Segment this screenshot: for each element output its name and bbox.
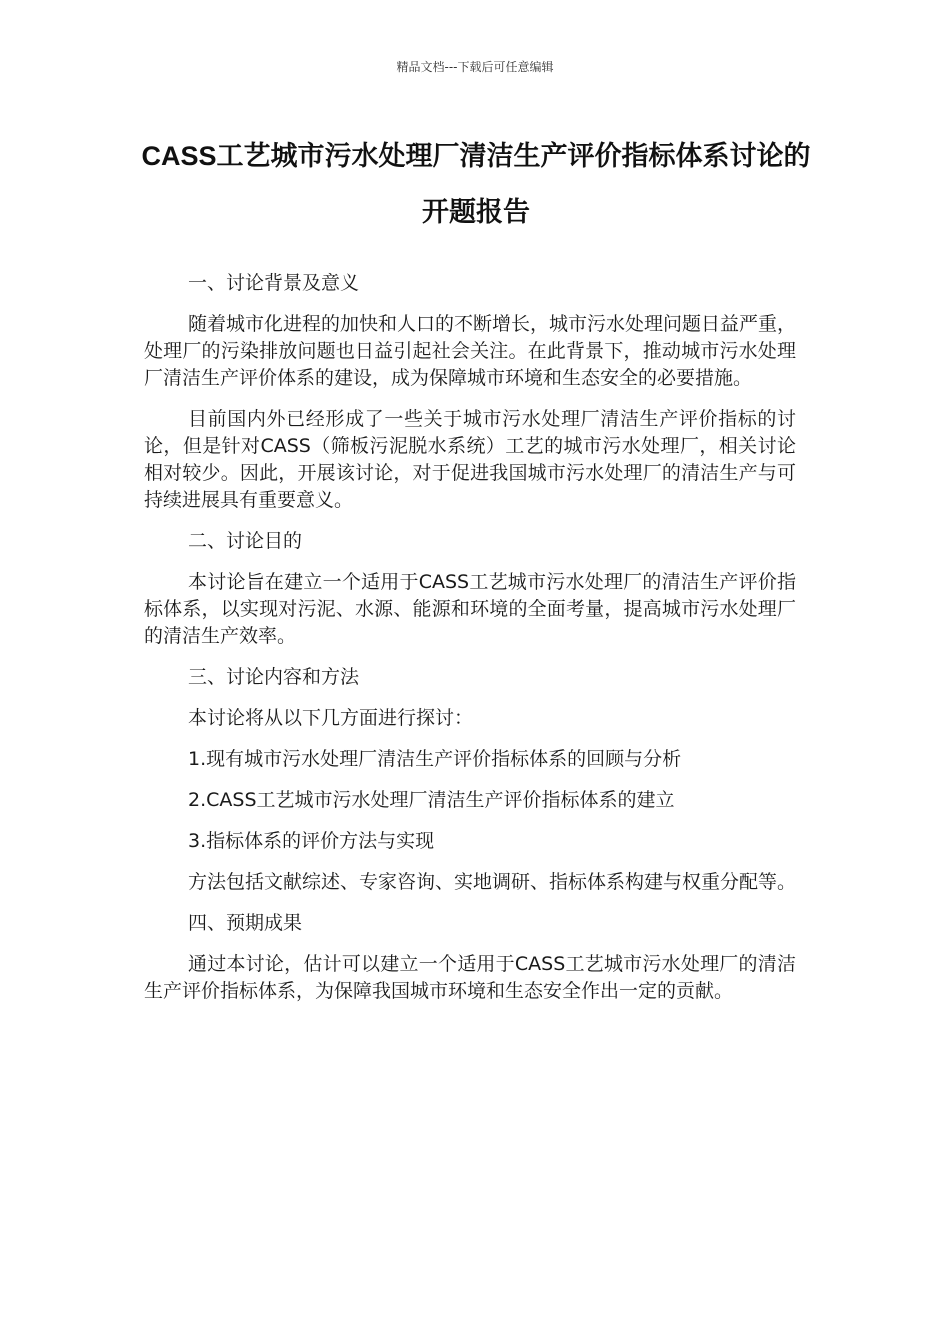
section-3-item-2: 2.CASS工艺城市污水处理厂清洁生产评价指标体系的建立 [188,789,675,811]
header-note: 精品文档---下载后可任意编辑 [396,60,554,74]
section-3-methods: 方法包括文献综述、专家咨询、实地调研、指标体系构建与权重分配等。 [188,871,797,893]
section-2-heading: 二、讨论目的 [188,530,303,552]
section-3-heading: 三、讨论内容和方法 [188,666,360,688]
section-3-item-3: 3.指标体系的评价方法与实现 [188,830,435,852]
section-4-paragraph-1: 通过本讨论，估计可以建立一个适用于CASS工艺城市污水处理厂的清洁生产评价指标体系，为保障我国城市环境和生态安全作出一定的贡献。 [144,953,796,1002]
section-1-paragraph-1: 随着城市化进程的加快和人口的不断增长，城市污水处理问题日益严重，处理厂的污染排放问题也日益引起社会关注。在此背景下，推动城市污水处理厂清洁生产评价体系的建设，成为保障城市环境和生态安全的必要措施。 [144,313,797,389]
document-title: CASS工艺城市污水处理厂清洁生产评价指标体系讨论的开题报告 [141,141,811,227]
section-4-heading: 四、预期成果 [188,912,303,934]
section-3-intro: 本讨论将从以下几方面进行探讨： [188,707,474,729]
document-body [144,270,796,1019]
section-3-item-1: 1.现有城市污水处理厂清洁生产评价指标体系的回顾与分析 [188,748,682,770]
section-1-heading: 一、讨论背景及意义 [188,272,360,294]
section-1-paragraph-2: 目前国内外已经形成了一些关于城市污水处理厂清洁生产评价指标的讨论，但是针对CASS（筛板污泥脱水系统）工艺的城市污水处理厂，相关讨论相对较少。因此，开展该讨论，对于促进我国城市污水处理厂的清洁生产与可持续进展具有重要意义。 [144,408,796,511]
section-2-paragraph-1: 本讨论旨在建立一个适用于CASS工艺城市污水处理厂的清洁生产评价指标体系，以实现对污泥、水源、能源和环境的全面考量，提高城市污水处理厂的清洁生产效率。 [144,571,796,647]
